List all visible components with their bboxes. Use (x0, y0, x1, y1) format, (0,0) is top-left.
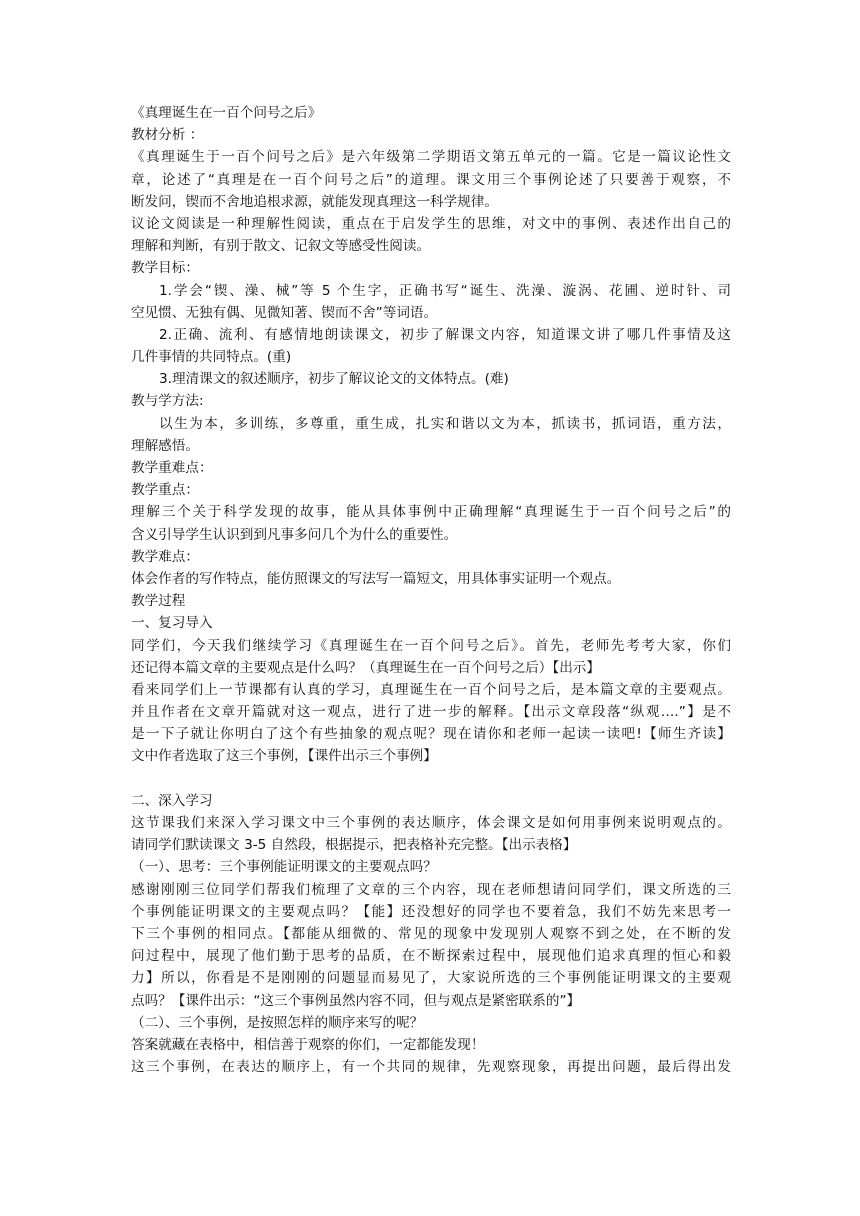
paragraph-line: 点吗？【课件出示：“这三个事例虽然内容不同，但与观点是紧密联系的”】 (131, 992, 581, 1009)
paragraph-line: 并且作者在文章开篇就对这一观点，进行了进一步的解释。【出示文章段落“纵观….”】是不 (131, 704, 731, 721)
paragraph-line: 含义引导学生认识到到凡事多问几个为什么的重要性。 (131, 526, 458, 543)
paragraph-line: 下三个事例的相同点。【都能从细微的、常见的现象中发现别人观察不到之处，在不断的发 (131, 925, 731, 942)
list-item-line: 2.正确、流利、有感情地朗读课文，初步了解课文内容，知道课文讲了哪几件事情及这 (159, 326, 731, 343)
subsection-heading: （二）、三个事例，是按照怎样的顺序来写的呢？ (131, 1014, 424, 1031)
section-heading: 教与学方法: (131, 393, 204, 410)
blank-line (131, 768, 731, 790)
paragraph-line: 议论文阅读是一种理解性阅读，重点在于启发学生的思维，对文中的事例、表述作出自己的 (131, 215, 731, 232)
section-heading: 教学难点： (131, 548, 199, 565)
document-page (131, 102, 731, 1078)
paragraph-line: 章，论述了“真理是在一百个问号之后”的道理。课文用三个事例论述了只要善于观察，不 (131, 171, 731, 188)
paragraph-line: 个事例能证明课文的主要观点吗？【能】还没想好的同学也不要着急，我们不妨先来思考一 (131, 903, 731, 920)
paragraph-line: 请同学们默读课文 3-5 自然段，根据提示，把表格补充完整。【出示表格】 (131, 837, 577, 854)
section-heading: 教材分析 ： (131, 127, 204, 144)
paragraph-line: 这节课我们来深入学习课文中三个事例的表达顺序，体会课文是如何用事例来说明观点的。 (131, 815, 731, 831)
paragraph-line: 这三个事例，在表达的顺序上，有一个共同的规律，先观察现象，再提出问题，最后得出发 (131, 1059, 731, 1076)
paragraph-line: 理解感悟。 (131, 437, 199, 454)
section-heading: 二、深入学习 (131, 792, 213, 809)
paragraph-line: 理解三个关于科学发现的故事，能从具体事例中正确理解“真理诞生于一百个问号之后”的 (131, 504, 731, 521)
section-heading: 教学重难点： (131, 460, 213, 476)
list-item-line: 1.学会“锲、澡、械”等 5 个生字，正确书写“诞生、洗澡、漩涡、花圃、逆时针、司 (159, 282, 731, 299)
paragraph-line: 问过程中，展现了他们勤于思考的品质，在不断探索过程中，展现他们追求真理的恒心和毅 (131, 948, 731, 965)
paragraph-line: 理解和判断，有别于散文、记叙文等感受性阅读。 (131, 238, 431, 255)
paragraph-line: 同学们，今天我们继续学习《真理诞生在一百个问号之后》。首先，老师先考考大家，你们 (131, 637, 731, 654)
paragraph-line: 感谢刚刚三位同学们帮我们梳理了文章的三个内容，现在老师想请问同学们，课文所选的三 (131, 881, 731, 898)
section-heading: 一、复习导入 (131, 615, 213, 632)
paragraph-line: 看来同学们上一节课都有认真的学习，真理诞生在一百个问号之后，是本篇文章的主要观点。 (131, 681, 731, 698)
paragraph-line: 是一下子就让你明白了这个有些抽象的观点呢？现在请你和老师一起读一读吧!【师生齐读】 (131, 726, 731, 743)
section-heading: 教学重点： (131, 482, 199, 499)
list-item-line: 3.理清课文的叙述顺序，初步了解议论文的文体特点。(难) (159, 371, 509, 388)
subsection-heading: （一）、思考：三个事例能证明课文的主要观点吗？ (131, 859, 437, 876)
paragraph-line: 《真理诞生于一百个问号之后》是六年级第二学期语文第五单元的一篇。它是一篇议论性文 (131, 149, 731, 166)
paragraph-line: 答案就藏在表格中，相信善于观察的你们，一定都能发现！ (131, 1036, 485, 1053)
paragraph-line: 以生为本，多训练，多尊重，重生成，扎实和谐以文为本，抓读书，抓词语，重方法， (159, 415, 731, 432)
paragraph-line: 力】所以，你看是不是刚刚的问题显而易见了，大家说所选的三个事例能证明课文的主要观 (131, 970, 731, 987)
section-heading: 教学目标： (131, 260, 199, 277)
paragraph-line: 还记得本篇文章的主要观点是什么吗？（真理诞生在一百个问号之后）【出示】 (131, 659, 600, 676)
paragraph-line: 文中作者选取了这三个事例，【课件出示三个事例】 (131, 748, 437, 765)
paragraph-line: 断发问，锲而不舍地追根求源，就能发现真理这一科学规律。 (131, 193, 499, 210)
list-item-line: 空见惯、无独有偶、见微知著、锲而不舍”等词语。 (131, 304, 438, 321)
list-item-line: 几件事情的共同特点。(重) (131, 349, 292, 366)
section-heading: 教学过程 (131, 593, 186, 610)
paragraph-line: 体会作者的写作特点，能仿照课文的写法写一篇短文，用具体事实证明一个观点。 (131, 570, 621, 587)
doc-title: 《真理诞生在一百个问号之后》 (131, 105, 322, 121)
